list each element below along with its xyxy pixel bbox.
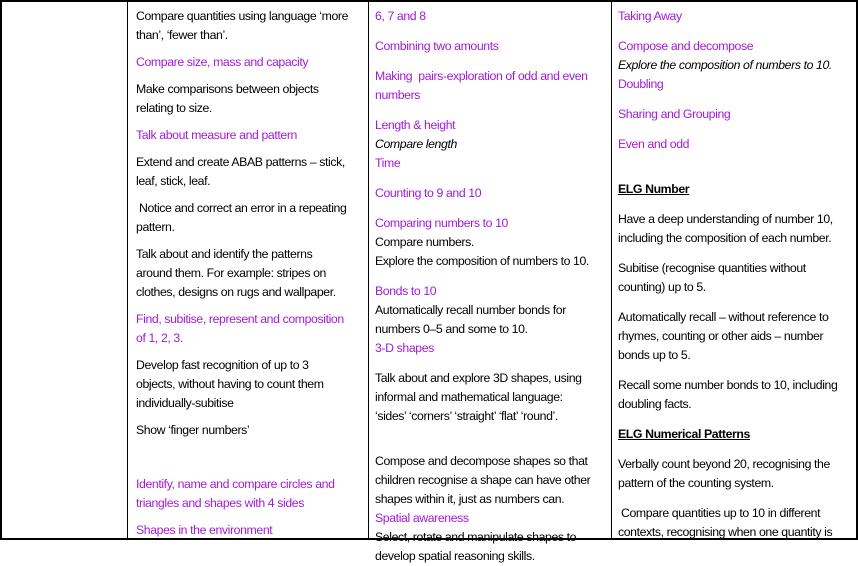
text-line: Compare numbers. (375, 235, 474, 249)
text-line: Compare length (375, 137, 457, 151)
text-line: Automatically recall – without reference to (618, 310, 829, 324)
text-line: Explore the composition of numbers to 10. (618, 58, 832, 72)
text-line: including the composition of each number. (618, 231, 832, 245)
text-line: Compose and decompose shapes so that (375, 454, 588, 468)
text-line: Talk about and explore 3D shapes, using (375, 371, 582, 385)
text-line: Length & height (375, 118, 456, 132)
text-line: shapes within it, just as numbers can. (375, 492, 565, 506)
text-line: counting) up to 5. (618, 280, 706, 294)
text-line: ELG Number (618, 182, 690, 196)
text-line: clothes, designs on rugs and wallpaper. (136, 285, 336, 299)
text-line: Identify, name and compare circles and (136, 477, 335, 491)
text-line: Automatically recall number bonds for (375, 303, 566, 317)
text-line: than’, ‘fewer than’. (136, 28, 228, 42)
text-line: individually-subitise (136, 396, 234, 410)
text-line: objects, without having to count them (136, 377, 324, 391)
text-line: Explore the composition of numbers to 10. (375, 254, 589, 268)
text-line: Spatial awareness (375, 511, 469, 525)
text-line: Making pairs-exploration of odd and even (375, 69, 588, 83)
text-line: Extend and create ABAB patterns – stick, (136, 155, 345, 169)
text-line: informal and mathematical language: (375, 390, 563, 404)
blank-line (136, 448, 365, 467)
text-line: 3-D shapes (375, 341, 434, 355)
text-line: Counting to 9 and 10 (375, 186, 482, 200)
text-line: Find, subitise, represent and composition (136, 312, 344, 326)
text-line: Verbally count beyond 20, recognising the (618, 457, 830, 471)
text-line: rhymes, counting or other aids – number (618, 329, 824, 343)
table-cell-empty (2, 2, 127, 538)
text-line: 6, 7 and 8 (375, 9, 426, 23)
text-line: Have a deep understanding of number 10, (618, 212, 833, 226)
text-line: children recognise a shape can have other (375, 473, 591, 487)
text-line: bonds up to 5. (618, 348, 691, 362)
text-line: Subitise (recognise quantities without (618, 261, 806, 275)
text-line: contexts, recognising when one quantity is (618, 525, 833, 539)
text-line: ELG Numerical Patterns (618, 427, 750, 441)
table-cell-spring (368, 2, 611, 563)
text-line: Combining two amounts (375, 39, 499, 53)
text-line: Sharing and Grouping (618, 107, 731, 121)
text-line: doubling facts. (618, 397, 692, 411)
text-line: Compare quantities using language ‘more (136, 9, 349, 23)
text-line: Recall some number bonds to 10, including (618, 378, 838, 392)
text-line: Show ‘finger numbers’ (136, 423, 250, 437)
text-line: leaf, stick, leaf. (136, 174, 211, 188)
text-line: numbers (375, 88, 421, 102)
text-line: Compare size, mass and capacity (136, 55, 309, 69)
text-line: Talk about measure and pattern (136, 128, 297, 142)
text-line: Bonds to 10 (375, 284, 437, 298)
text-line: Comparing numbers to 10 (375, 216, 508, 230)
text-line: relating to size. (136, 101, 212, 115)
text-line: Compare quantities up to 10 in different (618, 506, 821, 520)
text-line: numbers 0–5 and some to 10. (375, 322, 528, 336)
text-line: ‘sides’ ‘corners’ ‘straight’ ‘flat’ ‘round’. (375, 409, 558, 423)
text-line: Even and odd (618, 137, 690, 151)
text-line: pattern of the counting system. (618, 476, 774, 490)
text-line: triangles and shapes with 4 sides (136, 496, 304, 510)
text-line: pattern. (136, 220, 175, 234)
text-line: develop spatial reasoning skills. (375, 549, 535, 563)
text-line: Talk about and identify the patterns (136, 247, 313, 261)
text-line: around them. For example: stripes on (136, 266, 326, 280)
text-line: Compose and decompose (618, 39, 754, 53)
table-cell-autumn (127, 2, 368, 538)
text-line: of 1, 2, 3. (136, 331, 183, 345)
text-line: Make comparisons between objects (136, 82, 319, 96)
text-line: Select, rotate and manipulate shapes to (375, 530, 577, 544)
text-line: Shapes in the environment (136, 523, 273, 537)
text-line: Notice and correct an error in a repeating (136, 201, 347, 215)
text-line: Taking Away (618, 9, 682, 23)
text-line: Doubling (618, 77, 664, 91)
table-cell-summer (611, 2, 854, 538)
text-line: Develop fast recognition of up to 3 (136, 358, 309, 372)
text-line: Time (375, 156, 401, 170)
